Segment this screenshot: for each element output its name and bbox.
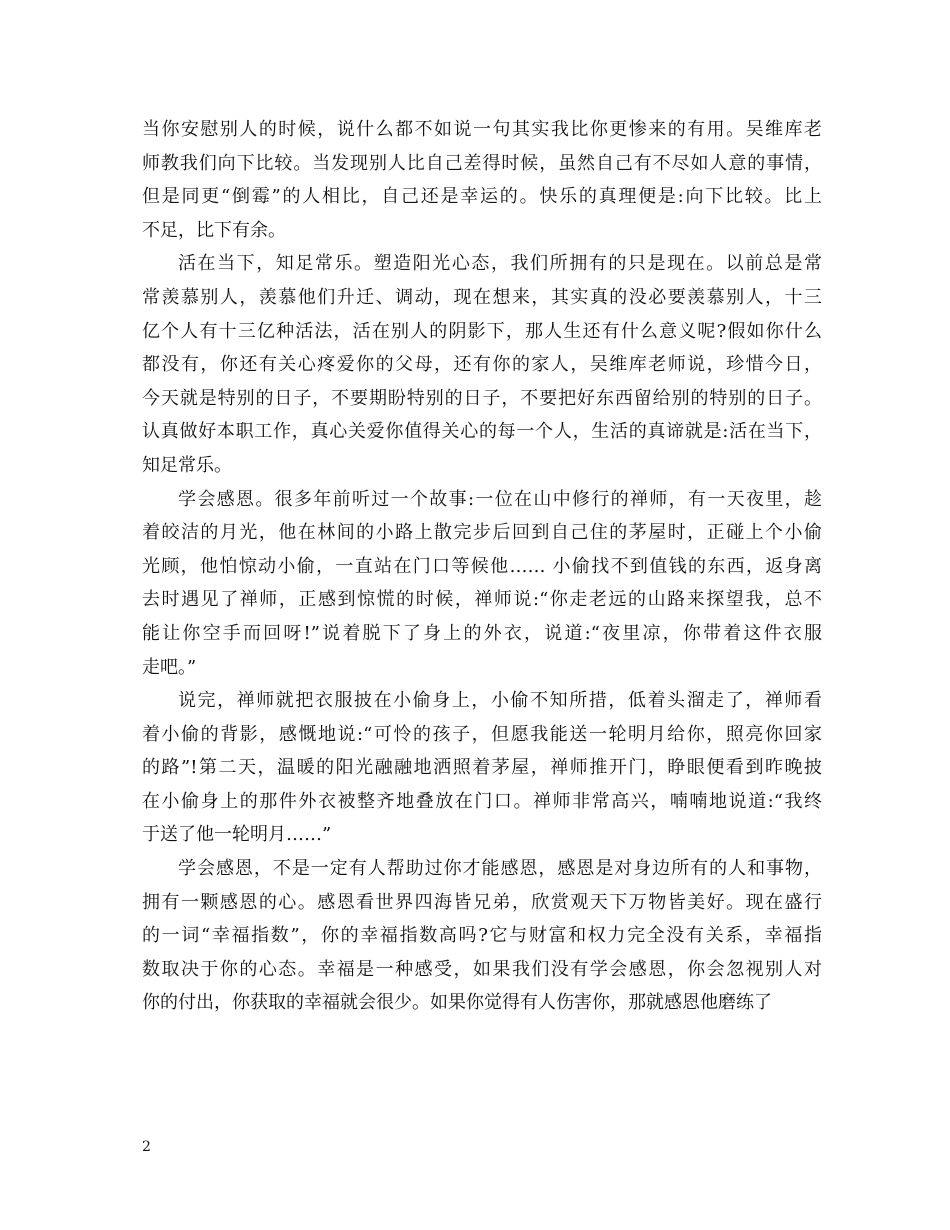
text-line: 说完，禅师就把衣服披在小偷身上，小偷不知所措，低着头溜走了，禅师看 <box>178 690 822 712</box>
text-line: 光顾，他怕惊动小偷，一直站在门口等候他…… 小偷找不到值钱的东西，返身离 <box>142 555 822 577</box>
text-line: 你的付出，你获取的幸福就会很少。如果你觉得有人伤害你，那就感恩他磨练了 <box>142 992 772 1014</box>
text-line: 都没有，你还有关心疼爱你的父母，还有你的家人，吴维库老师说，珍惜今日， <box>142 354 822 376</box>
text-line: 数取决于你的心态。幸福是一种感受，如果我们没有学会感恩，你会忽视别人对 <box>142 958 822 980</box>
text-line: 师教我们向下比较。当发现别人比自己差得时候，虽然自己有不尽如人意的事情， <box>142 152 822 174</box>
text-line: 不足，比下有余。 <box>142 219 286 241</box>
paragraph <box>142 247 822 482</box>
page-number: 2 <box>142 1139 151 1155</box>
text-line: 但是同更“倒霉”的人相比，自己还是幸运的。快乐的真理便是:向下比较。比上 <box>142 186 822 208</box>
text-line: 亿个人有十三亿种活法，活在别人的阴影下，那人生还有什么意义呢?假如你什么 <box>142 320 822 342</box>
text-line: 知足常乐。 <box>142 454 232 476</box>
text-line: 着小偷的背影，感慨地说:“可怜的孩子，但愿我能送一轮明月给你，照亮你回家 <box>142 723 822 745</box>
text-line: 拥有一颗感恩的心。感恩看世界四海皆兄弟，欣赏观天下万物皆美好。现在盛行 <box>142 891 822 913</box>
text-line: 当你安慰别人的时候，说什么都不如说一句其实我比你更惨来的有用。吴维库老 <box>142 119 822 140</box>
body-text <box>142 113 822 1020</box>
text-line: 学会感恩，不是一定有人帮助过你才能感恩，感恩是对身边所有的人和事物， <box>178 858 822 880</box>
text-line: 今天就是特别的日子，不要期盼特别的日子，不要把好东西留给别的特别的日子。 <box>142 387 822 409</box>
text-line: 去时遇见了禅师，正感到惊慌的时候，禅师说:“你走老远的山路来探望我，总不 <box>142 589 822 611</box>
text-line: 于送了他一轮明月……” <box>142 824 332 846</box>
text-line: 常羡慕别人，羡慕他们升迁、调动，现在想来，其实真的没必要羡慕别人，十三 <box>142 286 822 308</box>
text-line: 学会感恩。很多年前听过一个故事:一位在山中修行的禅师，有一天夜里，趁 <box>178 488 822 510</box>
text-line: 能让你空手而回呀!”说着脱下了身上的外衣，说道:“夜里凉，你带着这件衣服 <box>142 622 822 644</box>
text-line: 认真做好本职工作，真心关爱你值得关心的每一个人，生活的真谛就是:活在当下， <box>142 421 822 443</box>
text-line: 着皎洁的月光，他在林间的小路上散完步后回到自己住的茅屋时，正碰上个小偷 <box>142 522 822 544</box>
text-line: 活在当下，知足常乐。塑造阳光心态，我们所拥有的只是现在。以前总是常 <box>178 253 822 275</box>
paragraph <box>142 483 822 685</box>
text-line: 的一词“幸福指数”，你的幸福指数高吗?它与财富和权力完全没有关系，幸福指 <box>142 925 822 947</box>
paragraph <box>142 113 822 247</box>
text-line: 走吧。” <box>142 656 197 678</box>
text-line: 在小偷身上的那件外衣被整齐地叠放在门口。禅师非常高兴，喃喃地说道:“我终 <box>142 790 822 812</box>
paragraph <box>142 684 822 852</box>
text-line: 的路”!第二天，温暖的阳光融融地洒照着茅屋，禅师推开门，睁眼便看到昨晚披 <box>142 757 822 779</box>
paragraph <box>142 852 822 1020</box>
